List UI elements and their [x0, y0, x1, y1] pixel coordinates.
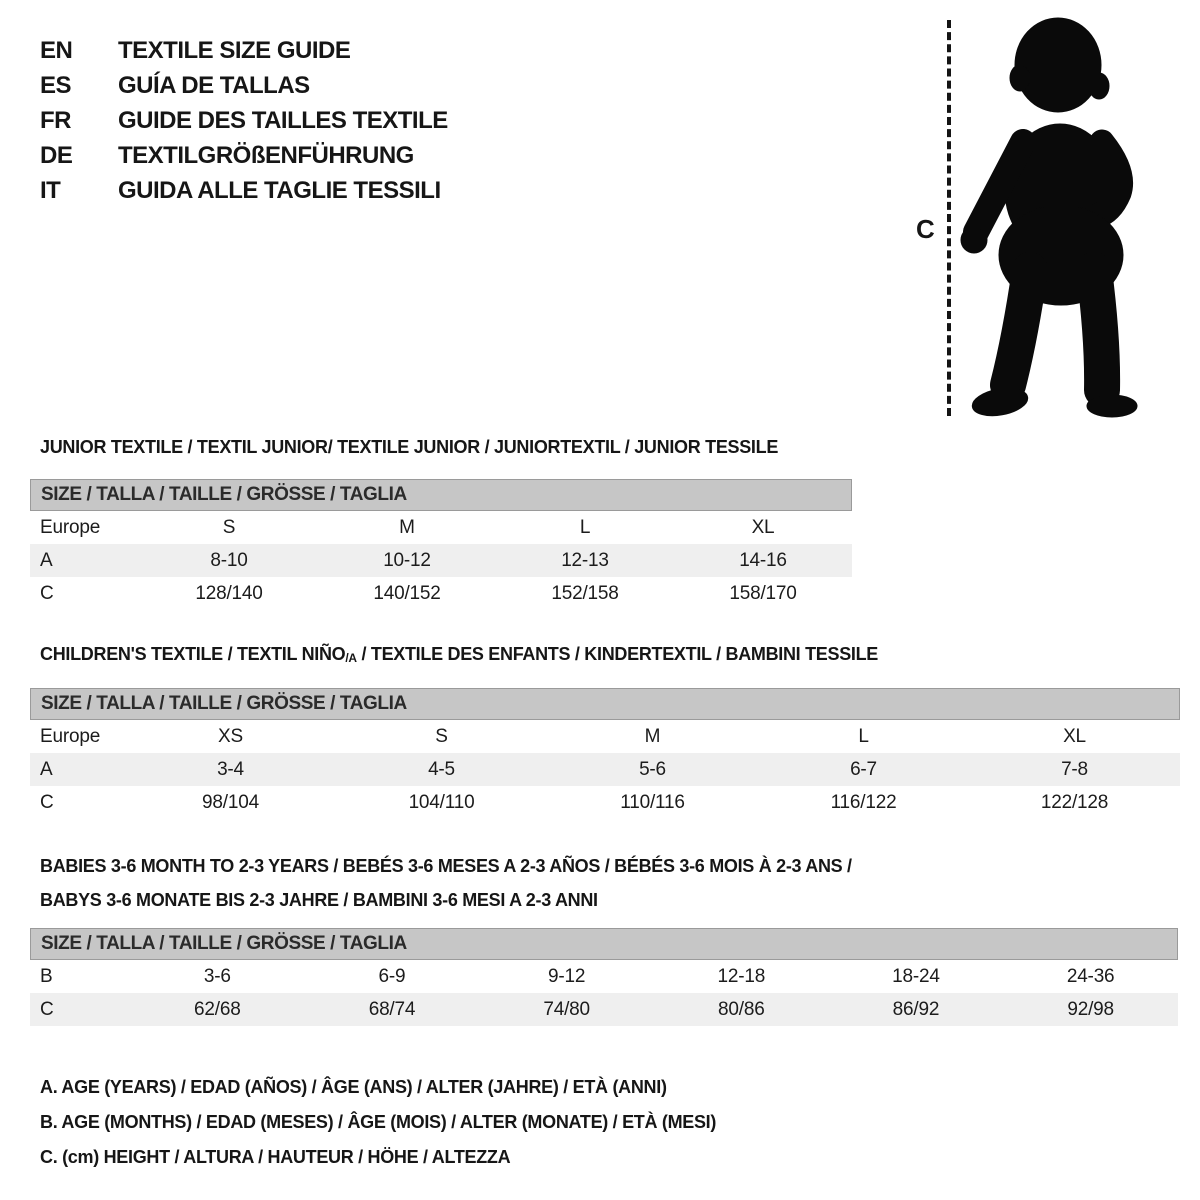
children-title-prefix: CHILDREN'S TEXTILE / TEXTIL NIÑO: [40, 644, 346, 664]
junior-header-row: [30, 511, 852, 544]
size-cell: 158/170: [729, 582, 797, 604]
size-cell: 12-18: [717, 965, 766, 987]
children-section-title: [40, 644, 878, 665]
language-code: IT: [40, 176, 61, 204]
children-title-small: /A: [345, 651, 357, 665]
size-column-header: M: [644, 725, 661, 747]
region-label: Europe: [40, 516, 101, 538]
size-cell: 80/86: [718, 998, 765, 1020]
language-row-es: [40, 68, 448, 103]
language-row-fr: [40, 103, 448, 138]
babies-title-line1: BABIES 3-6 MONTH TO 2-3 YEARS / BEBÉS 3-6 MESES A 2-3 AÑOS / BÉBÉS 3-6 MOIS À 2-3 ANS /: [40, 856, 852, 876]
children-row-c: [30, 786, 1180, 819]
size-cell: 9-12: [548, 965, 586, 987]
row-label: A: [40, 549, 53, 571]
junior-section: [30, 479, 852, 610]
legend-line-a: A. AGE (YEARS) / EDAD (AÑOS) / ÂGE (ANS) / ALTER (JAHRE) / ETÀ (ANNI): [40, 1077, 667, 1097]
size-cell: 18-24: [892, 965, 940, 987]
size-column-header: XL: [1063, 725, 1086, 747]
legend-line-b: B. AGE (MONTHS) / EDAD (MESES) / ÂGE (MOIS) / ALTER (MONATE) / ETÀ (MESI): [40, 1112, 717, 1132]
guide-title-de: TEXTILGRÖßENFÜHRUNG: [118, 141, 414, 169]
language-row-de: [40, 138, 448, 173]
region-label: Europe: [40, 725, 101, 747]
row-label: C: [40, 582, 54, 604]
size-cell: 140/152: [373, 582, 441, 604]
children-section: [30, 688, 1180, 819]
size-cell: 86/92: [892, 998, 940, 1020]
babies-size-table: [30, 960, 1178, 1026]
size-column-header: XS: [218, 725, 243, 747]
babies-row-b: [30, 960, 1178, 993]
language-list: [40, 33, 448, 208]
babies-title-line2: BABYS 3-6 MONATE BIS 2-3 JAHRE / BAMBINI 3-6 MESI A 2-3 ANNI: [40, 890, 598, 910]
junior-row-a: [30, 544, 852, 577]
junior-size-table: [30, 511, 852, 610]
children-size-bar: SIZE / TALLA / TAILLE / GRÖSSE / TAGLIA: [30, 688, 1180, 720]
size-cell: 6-9: [378, 965, 406, 987]
babies-section: [30, 928, 1178, 1026]
guide-title-fr: GUIDE DES TAILLES TEXTILE: [118, 106, 448, 134]
size-cell: 24-36: [1066, 965, 1115, 987]
size-cell: 6-7: [850, 758, 877, 780]
size-cell: 98/104: [202, 791, 259, 813]
legend-line-c: C. (cm) HEIGHT / ALTURA / HAUTEUR / HÖHE / ALTEZZA: [40, 1147, 511, 1167]
size-column-header: L: [579, 516, 591, 538]
size-cell: 5-6: [639, 758, 666, 780]
size-cell: 12-13: [561, 549, 609, 571]
size-cell: 122/128: [1040, 791, 1109, 813]
size-cell: 62/68: [194, 998, 241, 1020]
junior-size-bar: SIZE / TALLA / TAILLE / GRÖSSE / TAGLIA: [30, 479, 852, 511]
size-cell: 128/140: [195, 582, 263, 604]
size-column-header: S: [222, 516, 236, 538]
row-label: A: [40, 758, 53, 780]
guide-title-es: GUÍA DE TALLAS: [118, 71, 310, 99]
size-cell: 68/74: [368, 998, 416, 1020]
size-cell: 14-16: [739, 549, 787, 571]
babies-section-title: [40, 849, 852, 917]
language-row-en: [40, 33, 448, 68]
guide-title-it: GUIDA ALLE TAGLIE TESSILI: [118, 176, 441, 204]
language-code: DE: [40, 141, 73, 169]
size-cell: 116/122: [830, 791, 897, 813]
guide-title-en: TEXTILE SIZE GUIDE: [118, 36, 351, 64]
junior-section-title: JUNIOR TEXTILE / TEXTIL JUNIOR/ TEXTILE JUNIOR / JUNIORTEXTIL / JUNIOR TESSILE: [40, 437, 779, 457]
language-row-it: [40, 173, 448, 208]
size-cell: 74/80: [543, 998, 590, 1020]
toddler-silhouette-icon: [950, 10, 1148, 420]
size-cell: 4-5: [428, 758, 455, 780]
babies-size-bar: SIZE / TALLA / TAILLE / GRÖSSE / TAGLIA: [30, 928, 1178, 960]
size-cell: 110/116: [620, 791, 685, 813]
legend: [40, 1070, 716, 1175]
size-cell: 3-4: [217, 758, 244, 780]
row-label: B: [40, 965, 53, 987]
row-label: C: [40, 998, 54, 1020]
size-column-header: L: [858, 725, 869, 747]
size-cell: 3-6: [203, 965, 231, 987]
row-label: C: [40, 791, 54, 813]
junior-row-c: [30, 577, 852, 610]
size-cell: 8-10: [210, 549, 248, 571]
size-cell: 104/110: [408, 791, 475, 813]
babies-row-c: [30, 993, 1178, 1026]
size-cell: 152/158: [551, 582, 619, 604]
language-code: EN: [40, 36, 73, 64]
size-cell: 92/98: [1067, 998, 1114, 1020]
language-code: ES: [40, 71, 72, 99]
size-cell: 7-8: [1061, 758, 1088, 780]
size-column-header: S: [435, 725, 448, 747]
size-column-header: M: [399, 516, 415, 538]
children-title-suffix: / TEXTILE DES ENFANTS / KINDERTEXTIL / BAMBINI TESSILE: [356, 644, 878, 664]
children-row-a: [30, 753, 1180, 786]
height-measure-label: C: [916, 214, 935, 244]
size-cell: 10-12: [383, 549, 431, 571]
children-size-table: [30, 720, 1180, 819]
children-header-row: [30, 720, 1180, 753]
size-column-header: XL: [751, 516, 775, 538]
language-code: FR: [40, 106, 71, 134]
